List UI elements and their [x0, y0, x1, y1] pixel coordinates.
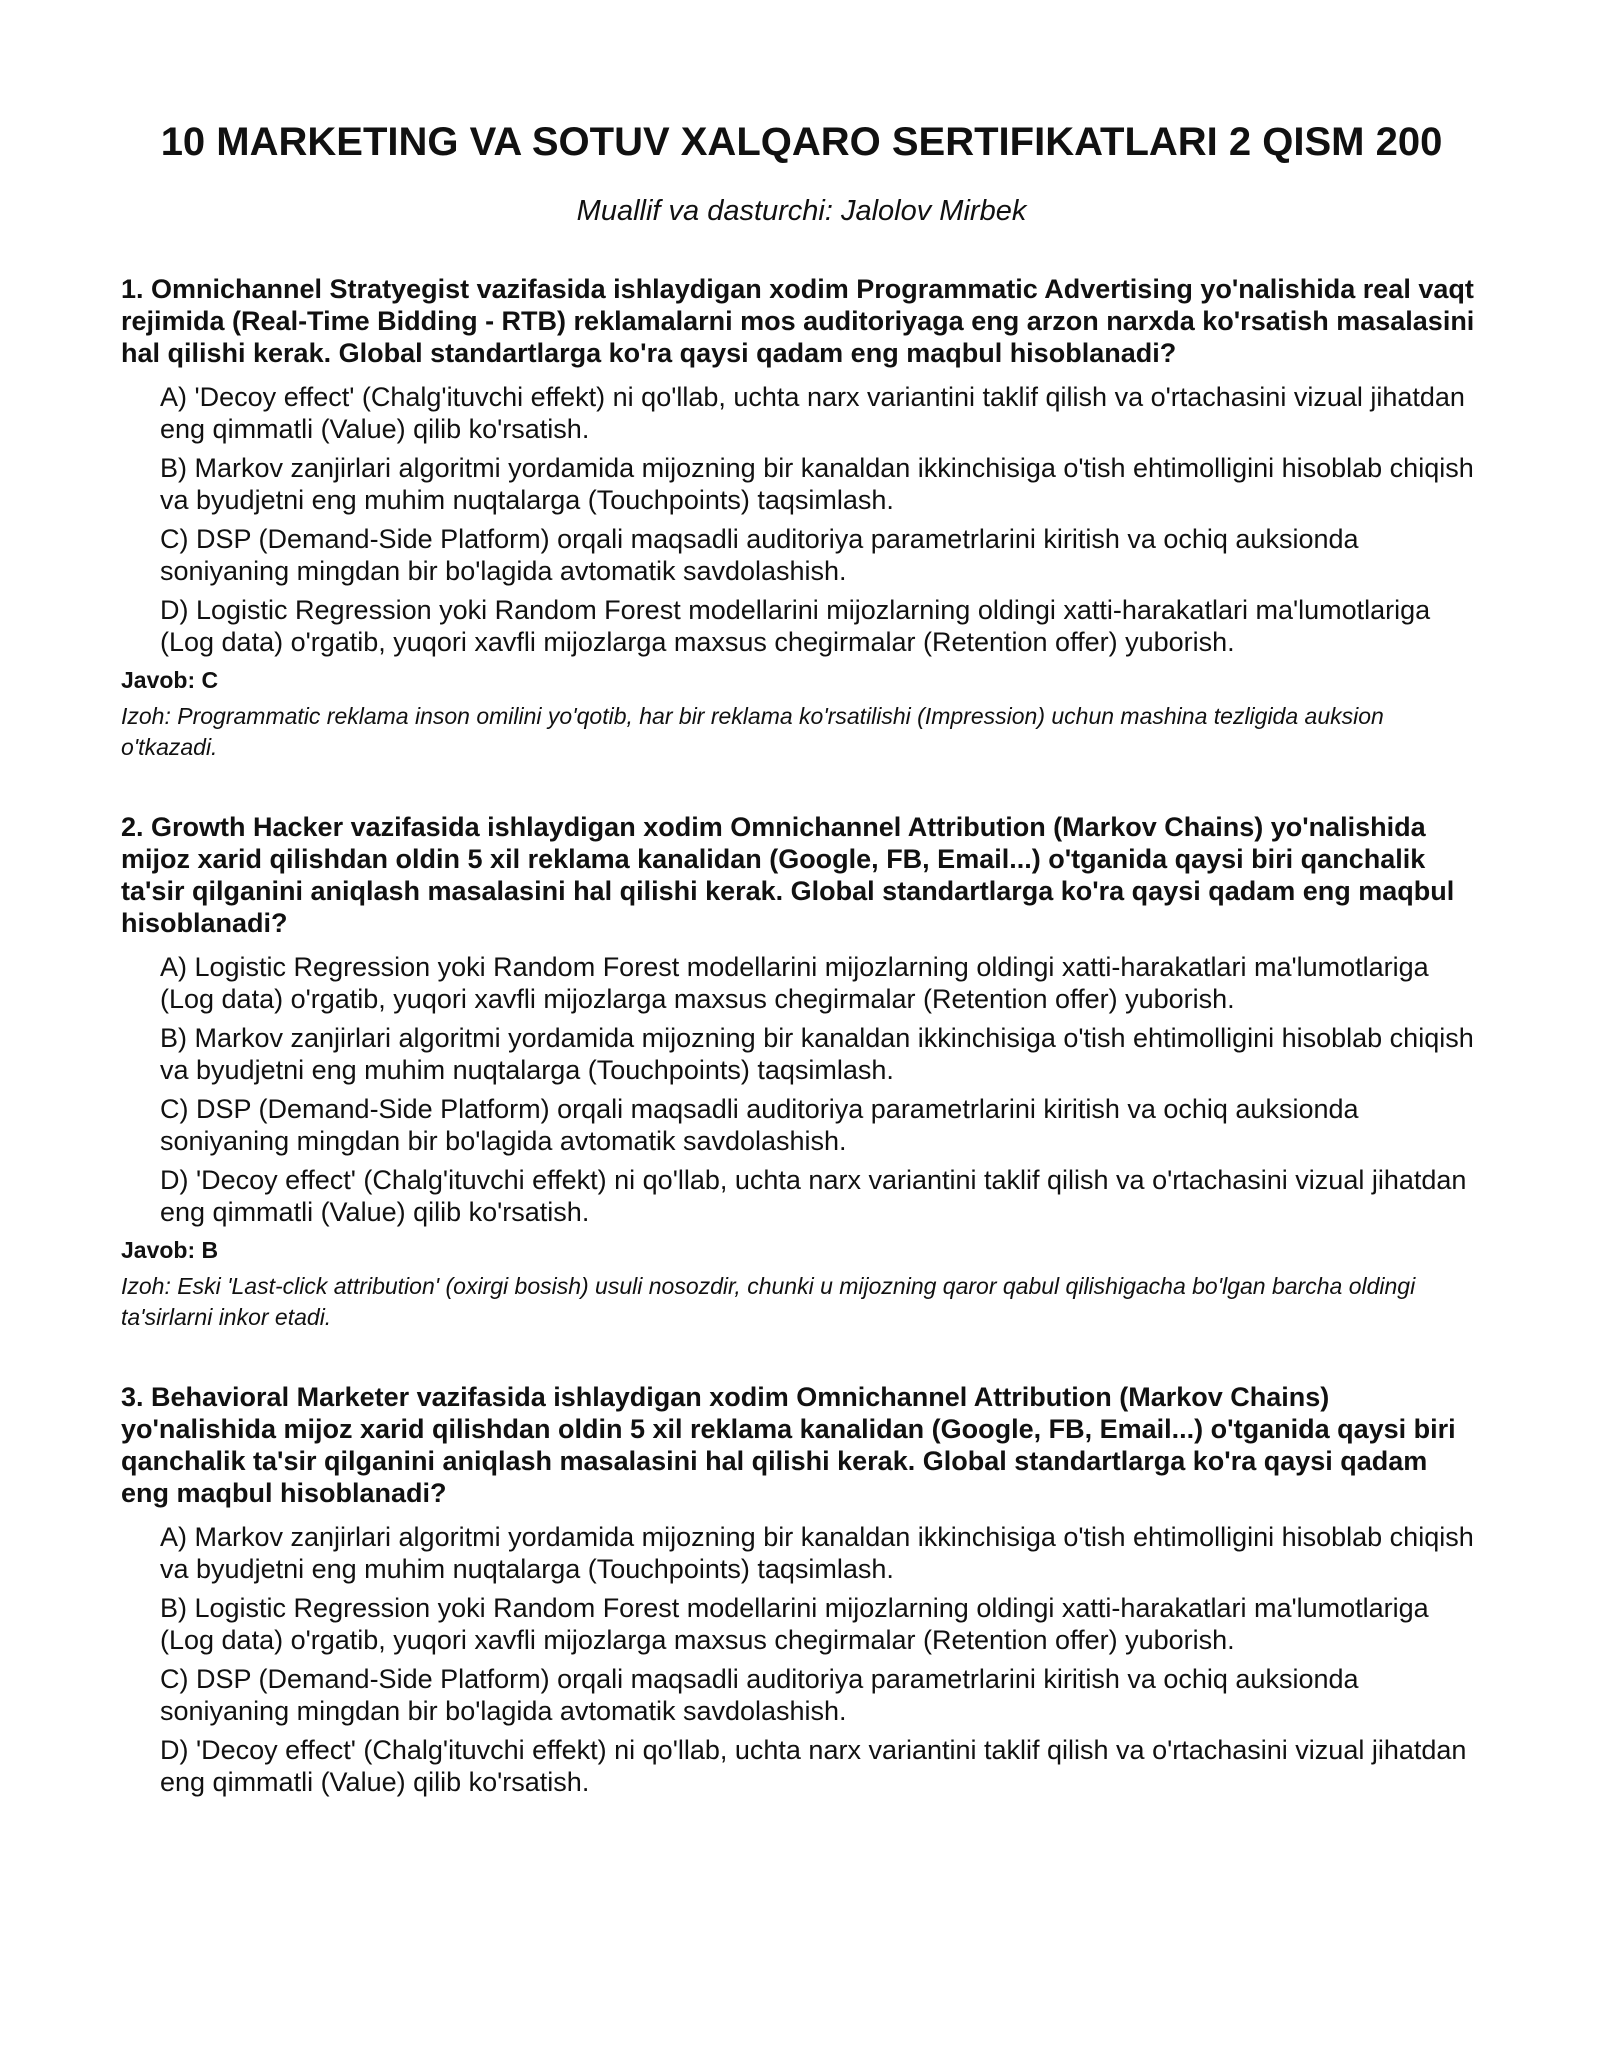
option-d: D) 'Decoy effect' (Chalg'ituvchi effekt) ni qo'llab, uchta narx variantini taklif qilish va o'rtachasini vizual jihatdan eng qimmatli (Value) qilib ko'rsatish.: [160, 1735, 1467, 1797]
question-2: [121, 811, 1482, 1333]
option-c: C) DSP (Demand-Side Platform) orqali maqsadli auditoriya parametrlarini kiritish va ochiq auksionda soniyaning mingdan bir bo'lagida avtomatik savdolashish.: [160, 1094, 1359, 1156]
question-1: [121, 273, 1482, 763]
option-a: A) Logistic Regression yoki Random Forest modellarini mijozlarning oldingi xatti-harakatlari ma'lumotlariga (Log data) o'rgatib, yuqori xavfli mijozlarga maxsus chegirmalar (Retention offer) yuborish.: [160, 952, 1429, 1014]
explanation-text: Izoh: Eski 'Last-click attribution' (oxirgi bosish) usuli nosozdir, chunki u mijozning qaror qabul qilishigacha bo'lgan barcha oldingi ta'sirlarni inkor etadi.: [121, 1273, 1416, 1330]
option-c: C) DSP (Demand-Side Platform) orqali maqsadli auditoriya parametrlarini kiritish va ochiq auksionda soniyaning mingdan bir bo'lagida avtomatik savdolashish.: [160, 1664, 1359, 1726]
option-b: B) Markov zanjirlari algoritmi yordamida mijozning bir kanaldan ikkinchisiga o'tish ehtimolligini hisoblab chiqish va byudjetni eng muhim nuqtalarga (Touchpoints) taqsimlash.: [160, 453, 1474, 515]
option-a: A) 'Decoy effect' (Chalg'ituvchi effekt) ni qo'llab, uchta narx variantini taklif qilish va o'rtachasini vizual jihatdan eng qimmatli (Value) qilib ko'rsatish.: [160, 382, 1465, 444]
option-list: [160, 381, 1482, 658]
answer-label: Javob: B: [121, 1237, 219, 1263]
option-a: A) Markov zanjirlari algoritmi yordamida mijozning bir kanaldan ikkinchisiga o'tish ehtimolligini hisoblab chiqish va byudjetni eng muhim nuqtalarga (Touchpoints) taqsimlash.: [160, 1522, 1474, 1584]
option-d: D) Logistic Regression yoki Random Forest modellarini mijozlarning oldingi xatti-harakatlari ma'lumotlariga (Log data) o'rgatib, yuqori xavfli mijozlarga maxsus chegirmalar (Retention offer) yuborish.: [160, 595, 1431, 657]
question-3: [121, 1381, 1482, 1798]
option-list: [160, 951, 1482, 1228]
document-author: Muallif va dasturchi: Jalolov Mirbek: [576, 195, 1027, 227]
option-b: B) Markov zanjirlari algoritmi yordamida mijozning bir kanaldan ikkinchisiga o'tish ehtimolligini hisoblab chiqish va byudjetni eng muhim nuqtalarga (Touchpoints) taqsimlash.: [160, 1023, 1474, 1085]
document-title: 10 MARKETING VA SOTUV XALQARO SERTIFIKATLARI 2 QISM 200: [160, 120, 1443, 164]
explanation-text: Izoh: Programmatic reklama inson omilini yo'qotib, har bir reklama ko'rsatilishi (Impression) uchun mashina tezligida auksion o'tkazadi.: [121, 703, 1384, 760]
answer-label: Javob: C: [121, 667, 219, 693]
option-list: [160, 1521, 1482, 1798]
option-c: C) DSP (Demand-Side Platform) orqali maqsadli auditoriya parametrlarini kiritish va ochiq auksionda soniyaning mingdan bir bo'lagida avtomatik savdolashish.: [160, 524, 1359, 586]
question-text: 3. Behavioral Marketer vazifasida ishlaydigan xodim Omnichannel Attribution (Markov Chains) yo'nalishida mijoz xarid qilishdan oldin 5 xil reklama kanalidan (Google, FB, Email...) o'tganida qaysi biri qanchalik ta'sir qilganini aniqlash masalasini hal qilishi kerak. Global standartlarga ko'ra qaysi qadam eng maqbul hisoblanadi?: [121, 1382, 1456, 1508]
option-d: D) 'Decoy effect' (Chalg'ituvchi effekt) ni qo'llab, uchta narx variantini taklif qilish va o'rtachasini vizual jihatdan eng qimmatli (Value) qilib ko'rsatish.: [160, 1165, 1467, 1227]
question-text: 2. Growth Hacker vazifasida ishlaydigan xodim Omnichannel Attribution (Markov Chains) yo'nalishida mijoz xarid qilishdan oldin 5 xil reklama kanalidan (Google, FB, Email...) o'tganida qaysi biri qanchalik ta'sir qilganini aniqlash masalasini hal qilishi kerak. Global standartlarga ko'ra qaysi qadam eng maqbul hisoblanadi?: [121, 812, 1455, 938]
option-b: B) Logistic Regression yoki Random Forest modellarini mijozlarning oldingi xatti-harakatlari ma'lumotlariga (Log data) o'rgatib, yuqori xavfli mijozlarga maxsus chegirmalar (Retention offer) yuborish.: [160, 1593, 1429, 1655]
question-text: 1. Omnichannel Stratyegist vazifasida ishlaydigan xodim Programmatic Advertising yo'nalishida real vaqt rejimida (Real-Time Bidding - RTB) reklamalarni mos auditoriyaga eng arzon narxda ko'rsatish masalasini hal qilishi kerak. Global standartlarga ko'ra qaysi qadam eng maqbul hisoblanadi?: [121, 274, 1475, 368]
